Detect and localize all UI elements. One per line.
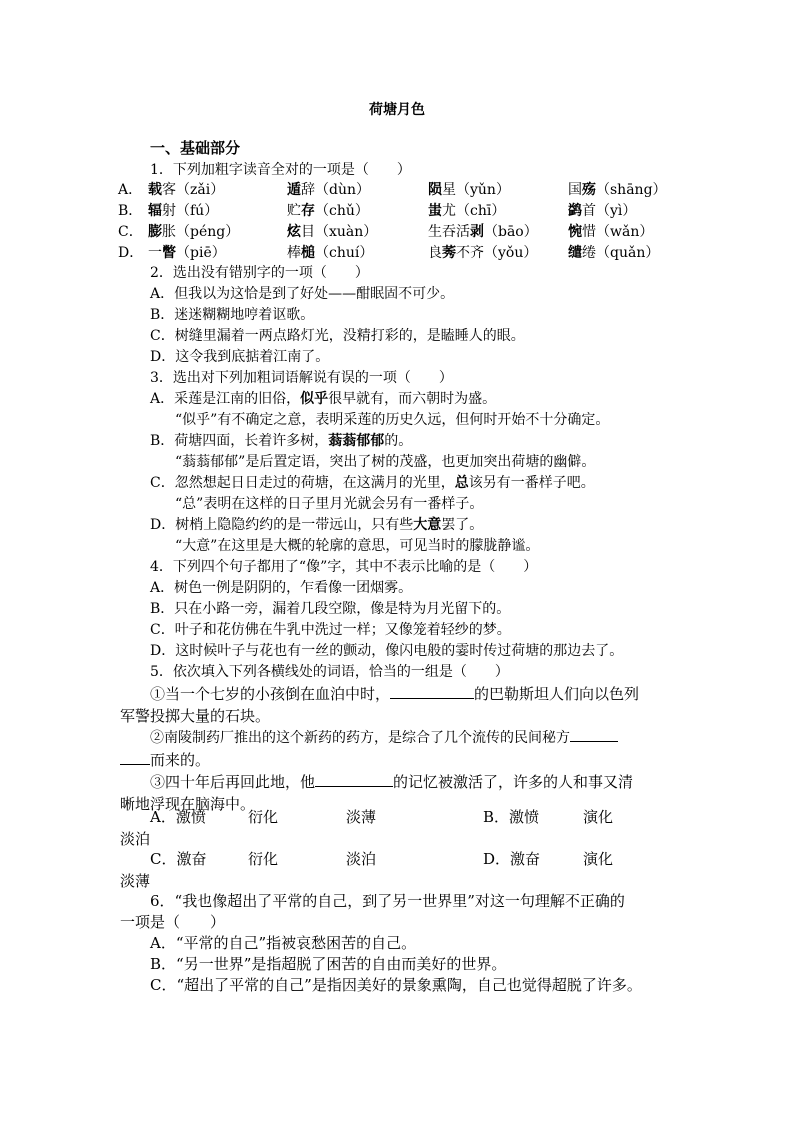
q6-stem: 6．“我也像超出了平常的自己，到了另一世界里”对这一句理解不正确的 — [150, 892, 625, 910]
q6-option-c: C．“超出了平常的自己”是指因美好的景象熏陶，自己也觉得超脱了许多。 — [150, 976, 642, 994]
q5-option-a-3: 淡薄 — [346, 808, 377, 826]
bold-char: 鹢 — [568, 203, 582, 219]
q1-stem: 1．下列加粗字读音全对的一项是（ ） — [150, 162, 411, 178]
bold-char: 瞥 — [162, 245, 176, 261]
bold-char: 剥 — [470, 224, 484, 240]
q2-stem: 2．选出没有错别字的一项（ ） — [150, 265, 369, 281]
q4-option-a: A．树色一例是阴阴的，乍看像一团烟雾。 — [150, 580, 413, 596]
q5-option-b-1: B．激愤 — [483, 808, 540, 826]
q5-sentence-1: ①当一个七岁的小孩倒在血泊中时， 的巴勒斯坦人们向以色列 — [150, 685, 640, 703]
q3-note-a: “似乎”有不确定之意，表明采莲的历史久远，但何时开始不十分确定。 — [175, 412, 610, 428]
q1-choice-item: 载客（zǎi） — [148, 182, 225, 198]
q5-option-c-3: 淡泊 — [346, 850, 377, 868]
bold-char: 存 — [301, 203, 315, 219]
q2-option-c: C．树缝里漏着一两点路灯光，没精打彩的，是瞌睡人的眼。 — [150, 328, 525, 344]
q1-option-label: D． — [118, 245, 144, 261]
bold-term: 似乎 — [300, 391, 329, 407]
q1-choice-item: 国殇（shāng） — [568, 182, 667, 198]
q1-option-label: B． — [118, 203, 143, 219]
bold-term: 蓊蓊郁郁 — [328, 433, 385, 449]
answer-blank[interactable] — [120, 750, 150, 765]
q2-option-d: D．这令我到底掂着江南了。 — [150, 349, 330, 365]
q1-choice-item: 一瞥（piē） — [148, 245, 226, 261]
q6-option-b: B．“另一世界”是指超脱了困苦的自由而美好的世界。 — [150, 955, 507, 973]
q6-stem-cont: 一项是（ ） — [120, 913, 226, 931]
q2-option-b: B．迷迷糊糊地哼着讴歌。 — [150, 307, 315, 323]
answer-blank[interactable] — [315, 772, 393, 787]
q5-option-d-2: 演化 — [583, 850, 614, 868]
q3-option-d: D．树梢上隐隐约约的是一带远山，只有些大意罢了。 — [150, 517, 484, 533]
answer-blank[interactable] — [390, 684, 474, 699]
q1-option-label: A． — [118, 182, 143, 198]
answer-blank[interactable] — [570, 727, 618, 742]
q1-choice-item: 辐射（fú） — [148, 203, 219, 219]
q5-option-d-1: D．激奋 — [483, 850, 541, 868]
q1-choice-item: 炫目（xuàn） — [287, 224, 378, 240]
q5-option-b-3: 淡泊 — [120, 830, 151, 848]
q5-sentence-1-cont: 军警投掷大量的石块。 — [120, 707, 271, 725]
page-title: 荷塘月色 — [369, 102, 425, 118]
q3-option-a: A．采莲是江南的旧俗，似乎很早就有，而六朝时为盛。 — [150, 391, 497, 407]
q1-choice-item: 鹢首（yì） — [568, 203, 637, 219]
q3-option-c: C．忽然想起日日走过的荷塘，在这满月的光里，总该另有一番样子吧。 — [150, 475, 595, 491]
q3-note-d: “大意”在这里是大概的轮廓的意思，可见当时的朦胧静谧。 — [175, 538, 540, 554]
bold-char: 蚩 — [428, 203, 442, 219]
bold-char: 殇 — [582, 182, 596, 198]
bold-char: 炫 — [287, 224, 301, 240]
q5-option-c-1: C．激奋 — [150, 850, 207, 868]
q4-stem: 4．下列四个句子都用了“像”字，其中不表示比喻的是（ ） — [150, 559, 538, 575]
q1-choice-item: 蚩尤（chī） — [428, 203, 506, 219]
bold-term: 总 — [454, 475, 469, 491]
q1-choice-item: 良莠不齐（yǒu） — [428, 245, 538, 261]
q5-sentence-2-cont: 而来的。 — [120, 749, 210, 771]
q1-choice-item: 遁辞（dùn） — [287, 182, 370, 198]
q1-choice-item: 缱绻（quǎn） — [568, 245, 660, 261]
q5-option-b-2: 演化 — [583, 808, 614, 826]
q5-option-c-2: 衍化 — [248, 850, 279, 868]
q4-option-c: C．叶子和花仿佛在牛乳中洗过一样；又像笼着轻纱的梦。 — [150, 622, 511, 638]
q1-choice-item: 惋惜（wǎn） — [568, 224, 654, 240]
q3-option-b: B．荷塘四面，长着许多树，蓊蓊郁郁的。 — [150, 433, 413, 449]
q5-sentence-3: ③四十年后再回此地，他 的记忆被激活了，许多的人和事又清 — [150, 773, 634, 791]
section-heading: 一、基础部分 — [150, 139, 241, 157]
bold-char: 陨 — [428, 182, 442, 198]
bold-term: 大意 — [413, 517, 442, 533]
q4-option-d: D．这时候叶子与花也有一丝的颤动，像闪电般的霎时传过荷塘的那边去了。 — [150, 643, 624, 659]
bold-char: 槌 — [301, 245, 315, 261]
bold-char: 莠 — [442, 245, 456, 261]
q1-option-label: C． — [118, 224, 143, 240]
q5-stem: 5．依次填入下列各横线处的词语，恰当的一组是（ ） — [150, 664, 509, 680]
bold-char: 辐 — [148, 203, 162, 219]
bold-char: 载 — [148, 182, 162, 198]
q1-choice-item: 贮存（chǔ） — [287, 203, 369, 219]
q1-choice-item: 棒槌（chuí） — [287, 245, 374, 261]
q2-option-a: A．但我以为这恰是到了好处——酣眠固不可少。 — [150, 286, 455, 302]
bold-char: 缱 — [568, 245, 582, 261]
q3-note-c: “总”表明在这样的日子里月光就会另有一番样子。 — [175, 496, 484, 512]
q5-sentence-3-cont: 晰地浮现在脑海中。 — [120, 795, 256, 813]
q3-note-b: “蓊蓊郁郁”是后置定语，突出了树的茂盛，也更加突出荷塘的幽僻。 — [175, 454, 596, 470]
q3-stem: 3．选出对下列加粗词语解说有误的一项（ ） — [150, 370, 453, 386]
q6-option-a: A．“平常的自己”指被哀愁困苦的自己。 — [150, 934, 417, 952]
q1-choice-item: 陨星（yǔn） — [428, 182, 510, 198]
q1-choice-item: 生吞活剥（bāo） — [428, 224, 538, 240]
bold-char: 遁 — [287, 182, 301, 198]
q5-option-d-3: 淡薄 — [120, 872, 151, 890]
q5-option-a-2: 衍化 — [248, 808, 279, 826]
q5-sentence-2: ②南陵制药厂推出的这个新药的药方，是综合了几个流传的民间秘方 — [150, 727, 618, 749]
q1-choice-item: 膨胀（péng） — [148, 224, 240, 240]
bold-char: 惋 — [568, 224, 582, 240]
q5-option-a-1: A．激愤 — [150, 808, 206, 826]
bold-char: 膨 — [148, 224, 162, 240]
q4-option-b: B．只在小路一旁，漏着几段空隙，像是特为月光留下的。 — [150, 601, 511, 617]
